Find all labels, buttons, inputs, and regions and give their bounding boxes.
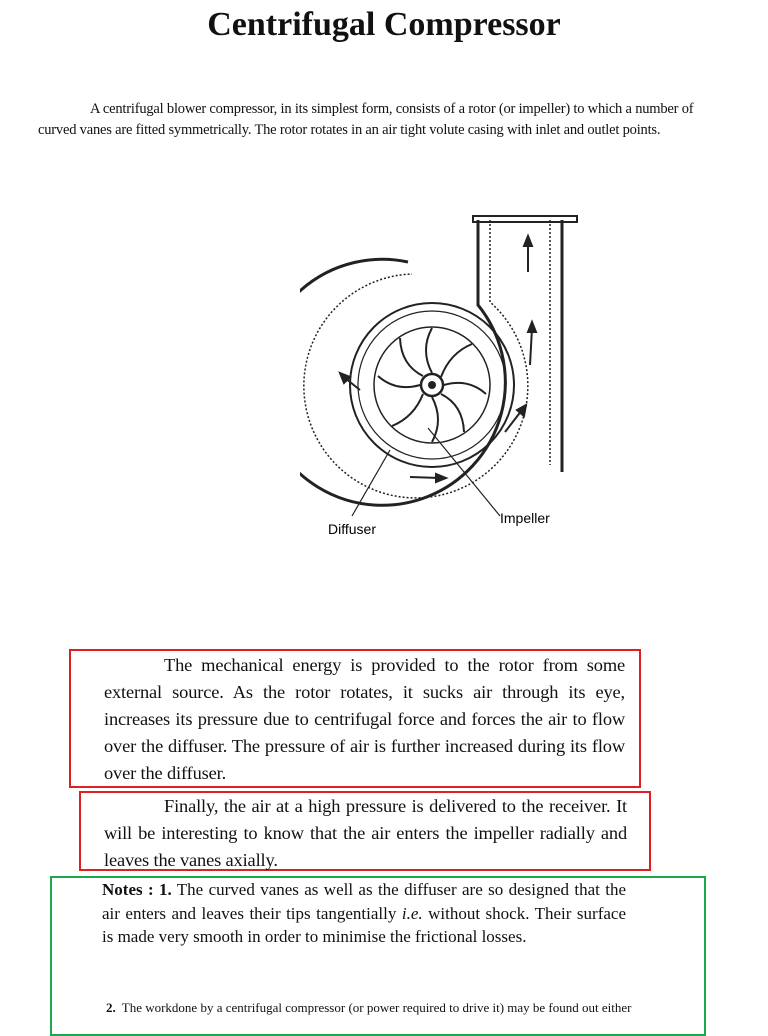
highlight-box-energy <box>69 649 641 788</box>
volute-casing-inner <box>304 220 528 498</box>
page-title: Centrifugal Compressor <box>207 6 561 43</box>
paragraph-delivery: Finally, the air at a high pressure is delivered to the receiver. It will be interesting to know that the air enters the impeller radially and leaves the vanes axially. <box>104 796 627 870</box>
note-1-ie: i.e. <box>401 903 423 923</box>
highlight-box-delivery <box>79 791 651 871</box>
note-2 <box>106 999 706 1017</box>
diffuser-label: Diffuser <box>328 521 376 537</box>
paragraph-energy: The mechanical energy is provided to the rotor from some external source. As the rotor rotates, it sucks air through its eye, increases its pressure due to centrifugal force and forces the air to flow over the diffuser. The pressure of air is further increased during its flow over the diffuser. <box>104 655 625 783</box>
note-2-number: 2. <box>106 1000 116 1015</box>
note-1-text-a: The curved vanes as well as the diffuser are so designed that the air enters and leaves their tips tangentially <box>102 880 626 923</box>
notes-heading: Notes : 1. <box>102 880 172 899</box>
note-1-text-b: without shock. Their surface is made very smooth in order to minimise the frictional losses. <box>102 903 626 946</box>
impeller-label: Impeller <box>500 510 550 526</box>
note-1 <box>102 878 626 949</box>
note-2-text: The workdone by a centrifugal compressor (or power required to drive it) may be found out either <box>121 1000 632 1015</box>
outlet-flange <box>473 216 577 222</box>
intro-paragraph: A centrifugal blower compressor, in its simplest form, consists of a rotor (or impeller) to which a number of curved vanes are fitted symmetrically. The rotor rotates in an air tight volute casing with inlet and outlet points. <box>38 101 694 138</box>
notes-box <box>50 876 706 1036</box>
compressor-diagram <box>300 210 600 550</box>
